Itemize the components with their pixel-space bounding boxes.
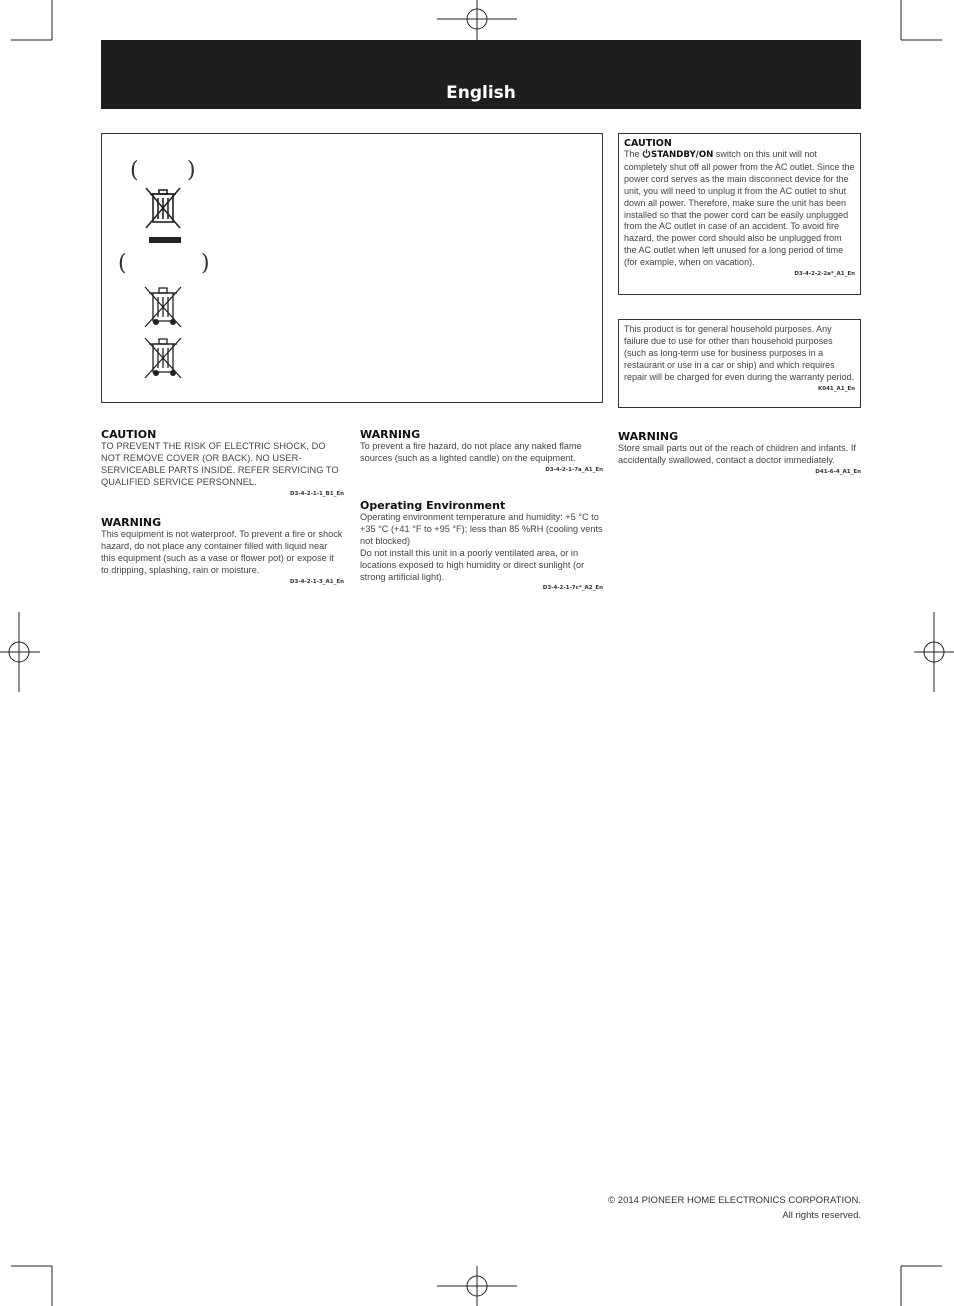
warning-fire-title: WARNING xyxy=(360,428,421,441)
caution-box-text: The STANDBY/ON switch on this unit will not completely shut off all power from the AC outlet. Since the power cord serves as the main disconnect device for the unit, you will need to unplug it from the AC outlet to shut down all power. Therefore, make sure the unit has been installed so that the power cord can be easily unplugged from the AC outlet in case of an accident. To avoid fire hazard, the power cord should also be unplugged from the AC outlet when left unused for a long period of time (for example, when on vacation). xyxy=(624,149,855,268)
operating-env-title: Operating Environment xyxy=(360,499,506,512)
crossed-bin-bar-icon xyxy=(143,186,187,250)
warning-small-title: WARNING xyxy=(618,430,679,443)
section-warning-fire xyxy=(360,428,603,473)
household-text: This product is for general household purposes. Any failure due to use for other than household purposes (such as long-term use for business purposes in a restaurant or use in a car or ship) and which requires repair will be charged for even during the warranty period. xyxy=(624,324,855,382)
caution-shock-text: TO PREVENT THE RISK OF ELECTRIC SHOCK, DO NOT REMOVE COVER (OR BACK). NO USER-SERVICEABLE PARTS INSIDE. REFER SERVICING TO QUALIFIED SERVICE PERSONNEL. xyxy=(101,441,339,487)
paren-close-2: ) xyxy=(201,251,210,276)
household-code: K041_A1_En xyxy=(818,385,855,392)
power-standby-icon xyxy=(642,149,651,158)
crossed-bin-battery-chem-icon xyxy=(142,335,186,381)
operating-env-text: Operating environment temperature and humidity: +5 °C to +35 °C (+41 °F to +95 °F); less than 85 %RH (cooling vents not blocked) Do not install this unit in a poorly ventilated area, or in locations exposed to high humidity or direct sunlight (or strong artificial light). xyxy=(360,512,603,582)
caution-shock-title: CAUTION xyxy=(101,428,157,441)
paren-open-1: ( xyxy=(130,158,139,183)
crossed-bin-battery-icon xyxy=(142,284,186,330)
caution-shock-code: D3-4-2-1-1_B1_En xyxy=(289,490,344,497)
caution-box-code: D3-4-2-2-2a*_A1_En xyxy=(794,271,855,278)
operating-env-code: D3-4-2-1-7c*_A2_En xyxy=(542,585,603,592)
standby-on-label: STANDBY/ON xyxy=(651,150,714,160)
header-title: English xyxy=(446,83,516,103)
warning-fire-text: To prevent a fire hazard, do not place any naked flame sources (such as a lighted candle) on the equipment. xyxy=(360,441,582,463)
section-warning-water xyxy=(101,516,344,585)
warning-water-title: WARNING xyxy=(101,516,162,529)
warning-small-code: D41-6-4_A1_En xyxy=(815,468,861,475)
section-caution-shock xyxy=(101,428,344,497)
disposal-info-box xyxy=(101,133,603,403)
section-operating-environment xyxy=(360,499,603,591)
warning-water-text: This equipment is not waterproof. To prevent a fire or shock hazard, do not place any container filled with liquid near this equipment (such as a vase or flower pot) or expose it to dripping, splashing, rain or moisture. xyxy=(101,529,343,575)
copyright-text: © 2014 PIONEER HOME ELECTRONICS CORPORATION. xyxy=(608,1195,861,1206)
section-warning-small-parts xyxy=(618,430,861,475)
caution-box-title: CAUTION xyxy=(624,138,672,149)
warning-small-text: Store small parts out of the reach of children and infants. If accidentally swallowed, contact a doctor immediately. xyxy=(618,443,856,465)
paren-close-1: ) xyxy=(187,158,196,183)
household-use-box xyxy=(618,319,861,408)
rights-text: All rights reserved. xyxy=(782,1210,861,1221)
language-header xyxy=(101,40,861,109)
warning-fire-code: D3-4-2-1-7a_A1_En xyxy=(545,466,603,473)
copyright-footer xyxy=(608,1193,861,1223)
warning-water-code: D3-4-2-1-3_A1_En xyxy=(289,578,344,585)
standby-caution-box xyxy=(618,133,861,295)
paren-open-2: ( xyxy=(118,251,127,276)
